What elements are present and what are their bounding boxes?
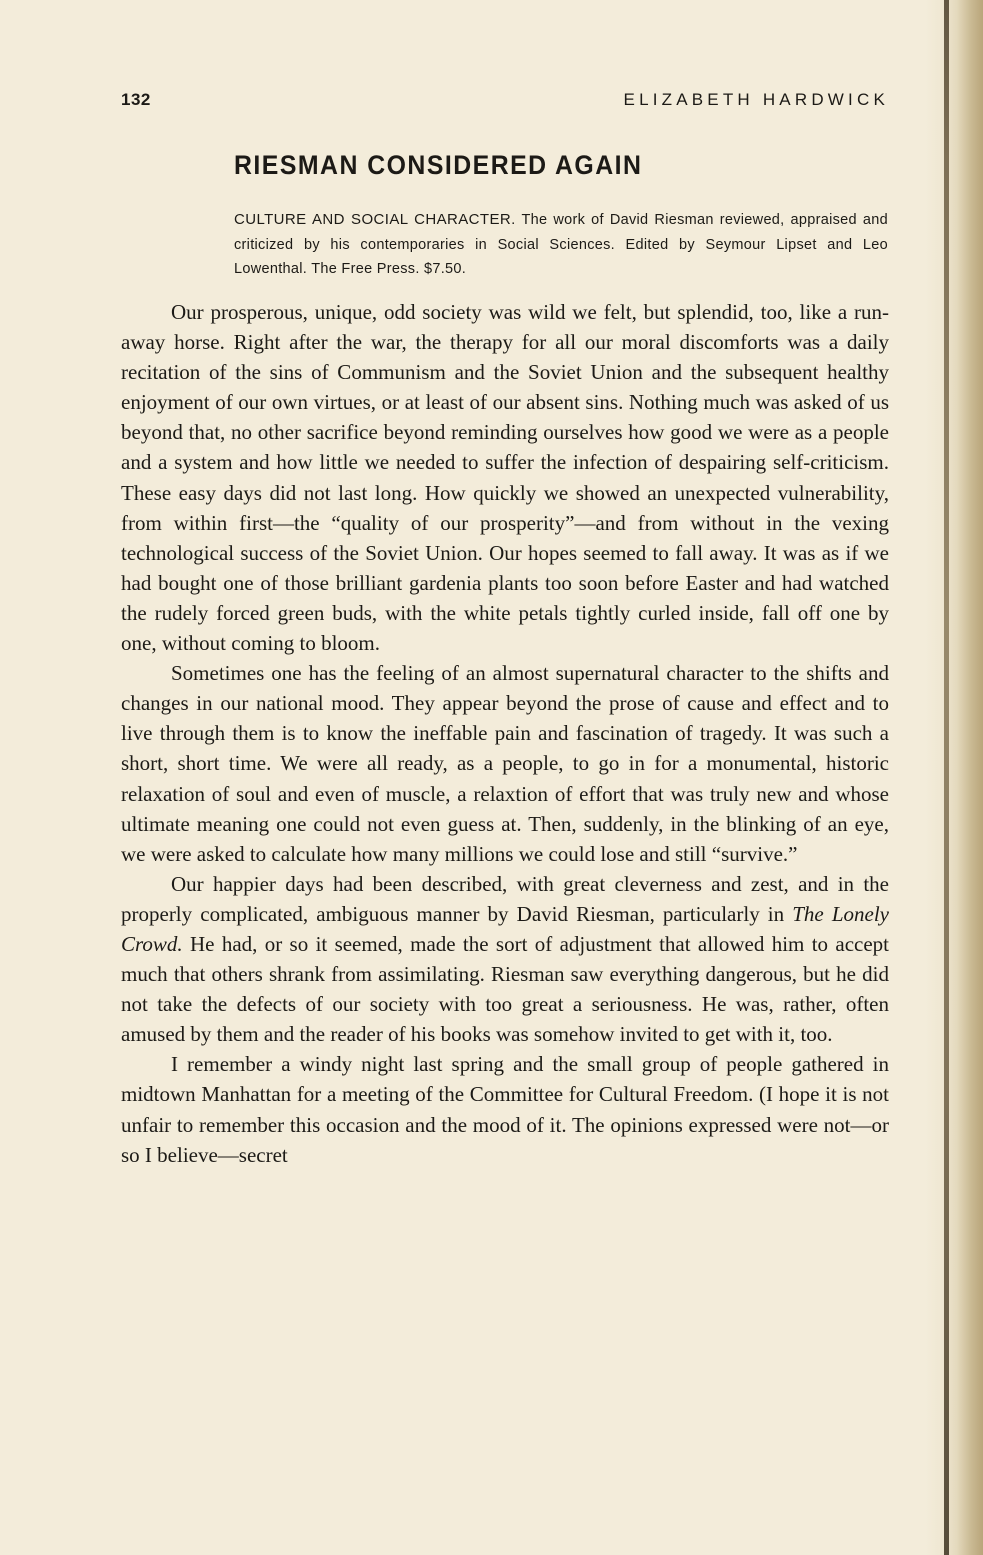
reviewed-book-details: The work of David Riesman reviewed, appraised and criticized by his contemporaries in Social Sciences. Edited by Seymour Lipset and Leo Lowenthal. The Free Press. $7.50.: [234, 212, 888, 277]
running-head-author: ELIZABETH HARDWICK: [623, 90, 889, 109]
paragraph-text: He had, or so it seemed, made the sort of adjustment that allowed him to accept much that others shrank from assimilating. Riesman saw everything dangerous, but he did not take the defects of our society with too great a seriousness. He was, rather, often amused by them and the reader of his books was somehow invited to get with it, too.: [121, 931, 889, 1047]
review-book-note: [234, 208, 888, 282]
book-spine-shadow: [944, 0, 949, 1555]
book-title-italic: The Lonely Crowd.: [121, 901, 890, 956]
body-text: [121, 297, 889, 1170]
page-edge: [925, 0, 983, 1555]
paragraph: [121, 869, 889, 1050]
paragraph-text: Our happier days had been described, with great cleverness and zest, and in the properly complicated, ambiguous manner by David Riesman, particularly in: [121, 871, 889, 926]
paragraph: I remember a windy night last spring and the small group of people gathered in midtown Manhattan for a meeting of the Committee for Cultural Freedom. (I hope it is not unfair to remember this occasion and the mood of it. The opinions expressed were not—or so I believe—secret: [121, 1052, 889, 1167]
running-head: [121, 90, 889, 114]
paragraph: Sometimes one has the feeling of an almost supernatural character to the shifts and changes in our national mood. They appear beyond the prose of cause and effect and to live through them is to know the ineffable pain and fascination of tragedy. It was such a short, short time. We were all ready, as a people, to go in for a monumental, historic relaxation of soul and even of muscle, a relaxtion of effort that was truly new and whose ultimate meaning one could not even guess at. Then, suddenly, in the blinking of an eye, we were asked to calculate how many millions we could lose and still “survive.”: [121, 661, 889, 866]
page-number: 132: [121, 90, 151, 109]
paragraph: Our prosperous, unique, odd society was wild we felt, but splendid, too, like a run-away horse. Right after the war, the therapy for all our moral discomforts was a daily recitation of the sins of Communism and the Soviet Union and the subsequent healthy enjoyment of our own virtues, or at least of our absent sins. Nothing much was asked of us beyond that, no other sacrifice beyond reminding ourselves how good we were as a people and a system and how little we needed to suffer the infection of despairing self-criticism. These easy days did not last long. How quickly we showed an unexpected vulnerability, from within first—the “quality of our prosperity”—and from without in the vexing technological success of the Soviet Union. Our hopes seemed to fall away. It was as if we had bought one of those brilliant gardenia plants too soon before Easter and had watched the rudely forced green buds, with the white petals tightly curled inside, fall off one by one, without coming to bloom.: [121, 300, 889, 656]
reviewed-book-title: CULTURE AND SOCIAL CHARACTER.: [234, 211, 516, 228]
article-title: RIESMAN CONSIDERED AGAIN: [234, 150, 643, 180]
